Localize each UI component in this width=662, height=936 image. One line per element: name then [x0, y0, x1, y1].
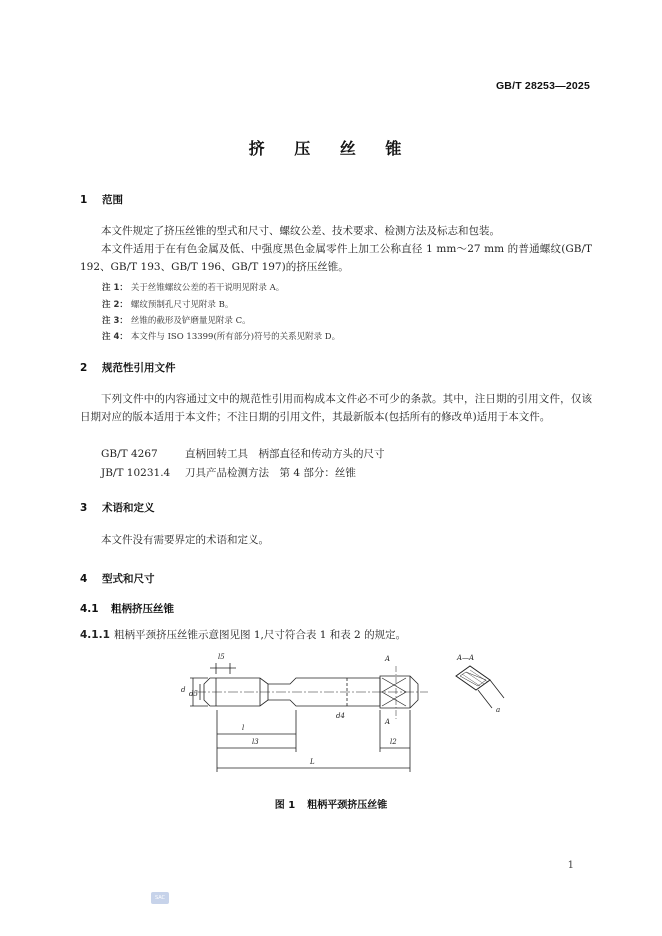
figure-tap-drawing: [160, 648, 510, 790]
section-heading-terms: [80, 500, 155, 515]
note-label: 注 2：: [102, 300, 128, 310]
document-title: 挤 压 丝 锥: [248, 139, 414, 158]
reference-item: [101, 465, 356, 480]
scope-paragraph-2: 本文件适用于在有色金属及低、中强度黑色金属零件上加工公称直径 1 mm～27 mm 的普通螺纹(GB/T 192、GB/T 193、GB/T 196、GB/T 197)的挤压丝锥。: [80, 243, 592, 273]
dim-label-d5: d5: [189, 690, 198, 698]
note-label: 注 1：: [102, 283, 128, 293]
figure-caption-text: 粗柄平颈挤压丝锥: [307, 800, 388, 811]
clause-number: 4.1.1: [80, 629, 110, 641]
subsection-heading-4-1: [80, 601, 174, 616]
section-title: 规范性引用文件: [102, 362, 176, 374]
dim-label-l3: l3: [252, 738, 259, 746]
figure-caption: [0, 796, 662, 811]
dim-label-l: l: [242, 724, 245, 732]
section-title: 型式和尺寸: [102, 573, 155, 585]
scope-paragraph-1: 本文件规定了挤压丝锥的型式和尺寸、螺纹公差、技术要求、检测方法及标志和包装。: [101, 225, 500, 237]
section-number: 4: [80, 573, 88, 585]
section-heading-scope: [80, 192, 123, 207]
section-number: 1: [80, 194, 88, 206]
reference-title: 直柄回转工具 柄部直径和传动方头的尺寸: [185, 448, 385, 460]
section-number: 4.1: [80, 603, 99, 615]
note-text: 关于丝锥螺纹公差的若干说明见附录 A。: [130, 283, 285, 293]
normative-paragraph: 下列文件中的内容通过文中的规范性引用而构成本文件必不可少的条款。其中，注日期的引用文件，仅该日期对应的版本适用于本文件；不注日期的引用文件，其最新版本(包括所有的修改单)适用于本文件。: [80, 393, 592, 423]
section-heading-normative: [80, 360, 176, 375]
note-4: [102, 330, 340, 342]
section-heading-types: [80, 571, 155, 586]
dim-label-l5: l5: [218, 653, 225, 661]
section-title: 粗柄挤压丝锥: [111, 603, 174, 615]
section-title: 范围: [102, 194, 123, 206]
dim-label-L: L: [310, 758, 315, 766]
note-label: 注 4：: [102, 332, 128, 342]
page-number: 1: [567, 860, 574, 871]
reference-item: [101, 446, 385, 461]
dim-label-d: d: [181, 686, 186, 694]
note-label: 注 3：: [102, 316, 128, 326]
section-mark-bottom: A: [385, 718, 391, 726]
reference-title: 刀具产品检测方法 第 4 部分：丝锥: [185, 467, 356, 479]
note-text: 本文件与 ISO 13399(所有部分)符号的关系见附录 D。: [130, 332, 341, 342]
section-view-label: A—A: [457, 654, 475, 662]
note-text: 螺纹预制孔尺寸见附录 B。: [130, 300, 234, 310]
standard-number: GB/T 28253—2025: [495, 80, 590, 92]
section-title: 术语和定义: [102, 502, 155, 514]
sac-logo: SAC: [151, 892, 169, 904]
note-3: [102, 314, 251, 326]
section-number: 2: [80, 362, 88, 374]
section-mark-top: A: [385, 655, 391, 663]
figure-number: 图 1: [274, 800, 296, 811]
reference-code: JB/T 10231.4: [101, 467, 171, 479]
terms-paragraph: 本文件没有需要界定的术语和定义。: [101, 534, 269, 546]
dim-label-d4: d4: [336, 712, 345, 720]
note-text: 丝锥的截形及铲磨量见附录 C。: [130, 316, 251, 326]
clause-4-1-1: [80, 627, 406, 642]
reference-code: GB/T 4267: [101, 448, 158, 460]
clause-text: 粗柄平颈挤压丝锥示意图见图 1,尺寸符合表 1 和表 2 的规定。: [114, 629, 407, 641]
dim-label-l2: l2: [390, 738, 397, 746]
note-1: [102, 281, 284, 293]
section-number: 3: [80, 502, 88, 514]
note-2: [102, 298, 233, 310]
dim-label-a: a: [496, 706, 501, 714]
